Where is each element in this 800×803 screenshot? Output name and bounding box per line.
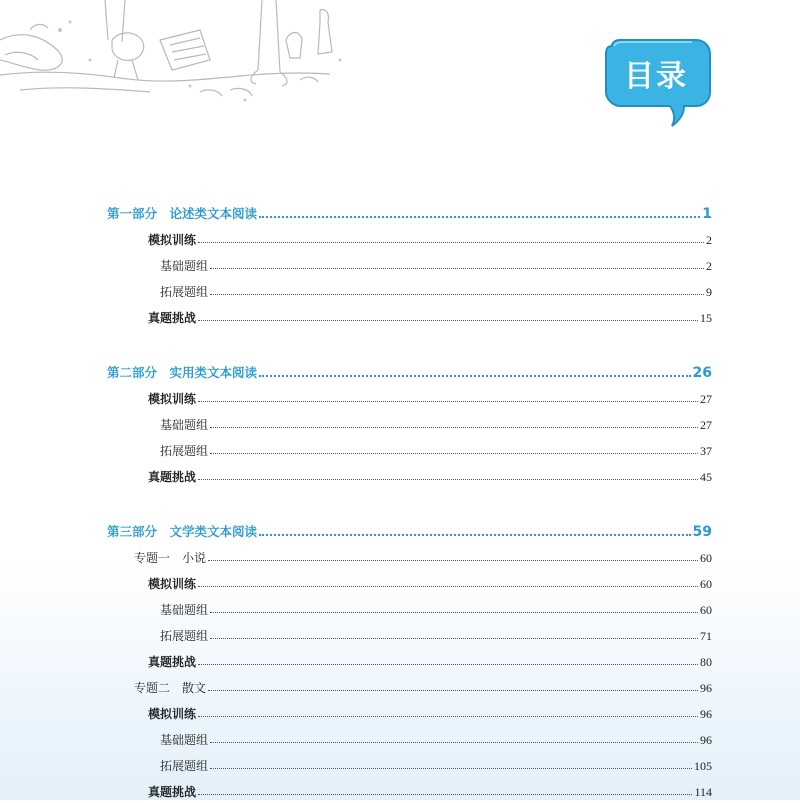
toc-page-number: 27 bbox=[700, 392, 712, 406]
toc-label: 基础题组 bbox=[160, 603, 209, 617]
toc-label: 基础题组 bbox=[160, 259, 209, 273]
toc-leader-dots bbox=[198, 320, 698, 321]
toc-subsection-row[interactable] bbox=[0, 255, 800, 277]
toc-label: 模拟训练 bbox=[148, 707, 197, 721]
toc-leader-dots bbox=[210, 268, 704, 269]
toc-page-number: 96 bbox=[700, 733, 712, 747]
toc-section-row[interactable] bbox=[0, 703, 800, 725]
toc-page-number: 60 bbox=[700, 551, 712, 565]
toc-label: 拓展题组 bbox=[160, 285, 209, 299]
toc-page-number: 71 bbox=[700, 629, 712, 643]
toc-section-row[interactable] bbox=[0, 307, 800, 329]
toc-page-number: 105 bbox=[694, 759, 712, 773]
toc-leader-dots bbox=[259, 534, 691, 536]
toc-section-row[interactable] bbox=[0, 573, 800, 595]
toc-subsection-row[interactable] bbox=[0, 414, 800, 436]
toc-leader-dots bbox=[198, 716, 698, 717]
toc-subsection-row[interactable] bbox=[0, 281, 800, 303]
toc-label: 基础题组 bbox=[160, 733, 209, 747]
toc-subsection-row[interactable] bbox=[0, 599, 800, 621]
toc-label: 第二部分 实用类文本阅读 bbox=[107, 365, 258, 380]
toc-page-number: 114 bbox=[694, 785, 712, 799]
toc-page-number: 1 bbox=[702, 206, 712, 222]
toc-label: 拓展题组 bbox=[160, 629, 209, 643]
toc-section-row[interactable] bbox=[0, 651, 800, 673]
toc-leader-dots bbox=[210, 427, 698, 428]
toc-label: 真题挑战 bbox=[148, 785, 197, 799]
toc-label: 拓展题组 bbox=[160, 759, 209, 773]
toc-page-number: 37 bbox=[700, 444, 712, 458]
toc-page-number: 9 bbox=[706, 285, 712, 299]
toc-subsection-row[interactable] bbox=[0, 755, 800, 777]
toc-label: 模拟训练 bbox=[148, 577, 197, 591]
toc-page-number: 60 bbox=[700, 603, 712, 617]
toc-leader-dots bbox=[210, 742, 698, 743]
toc-page-number: 2 bbox=[706, 233, 712, 247]
toc-label: 专题二 散文 bbox=[134, 681, 207, 695]
toc-leader-dots bbox=[259, 216, 700, 218]
toc-topic-row[interactable] bbox=[0, 547, 800, 569]
toc-leader-dots bbox=[259, 375, 691, 377]
toc-topic-row[interactable] bbox=[0, 677, 800, 699]
toc-subsection-row[interactable] bbox=[0, 729, 800, 751]
toc-part-row[interactable] bbox=[0, 203, 800, 225]
toc-page-number: 45 bbox=[700, 470, 712, 484]
toc-leader-dots bbox=[210, 453, 698, 454]
toc-leader-dots bbox=[198, 242, 704, 243]
page-title: 目录 bbox=[624, 59, 688, 94]
toc-label: 第一部分 论述类文本阅读 bbox=[107, 206, 258, 221]
toc-leader-dots bbox=[198, 586, 698, 587]
toc-leader-dots bbox=[198, 401, 698, 402]
toc-section-row[interactable] bbox=[0, 466, 800, 488]
toc-leader-dots bbox=[208, 690, 698, 691]
toc-label: 真题挑战 bbox=[148, 470, 197, 484]
toc-page-number: 60 bbox=[700, 577, 712, 591]
toc-page-number: 15 bbox=[700, 311, 712, 325]
toc-leader-dots bbox=[208, 560, 698, 561]
toc-page-number: 59 bbox=[692, 524, 712, 540]
toc-page-number: 27 bbox=[700, 418, 712, 432]
toc-subsection-row[interactable] bbox=[0, 625, 800, 647]
toc-leader-dots bbox=[210, 638, 698, 639]
toc-leader-dots bbox=[210, 294, 704, 295]
toc-leader-dots bbox=[198, 479, 698, 480]
toc-page-number: 26 bbox=[692, 365, 712, 381]
toc-part-row[interactable] bbox=[0, 362, 800, 384]
toc-label: 模拟训练 bbox=[148, 233, 197, 247]
toc-leader-dots bbox=[198, 794, 692, 795]
toc-page-number: 96 bbox=[700, 707, 712, 721]
toc-section-row[interactable] bbox=[0, 229, 800, 251]
toc-label: 拓展题组 bbox=[160, 444, 209, 458]
toc-section-row[interactable] bbox=[0, 388, 800, 410]
toc-subsection-row[interactable] bbox=[0, 440, 800, 462]
toc-page-number: 96 bbox=[700, 681, 712, 695]
toc-label: 第三部分 文学类文本阅读 bbox=[107, 524, 258, 539]
toc-label: 真题挑战 bbox=[148, 655, 197, 669]
toc-leader-dots bbox=[210, 612, 698, 613]
toc-part-row[interactable] bbox=[0, 521, 800, 543]
toc-label: 基础题组 bbox=[160, 418, 209, 432]
toc-page-number: 80 bbox=[700, 655, 712, 669]
toc-label: 专题一 小说 bbox=[134, 551, 207, 565]
toc-leader-dots bbox=[198, 664, 698, 665]
toc-label: 真题挑战 bbox=[148, 311, 197, 325]
toc-page-number: 2 bbox=[706, 259, 712, 273]
toc-leader-dots bbox=[210, 768, 692, 769]
toc-label: 模拟训练 bbox=[148, 392, 197, 406]
